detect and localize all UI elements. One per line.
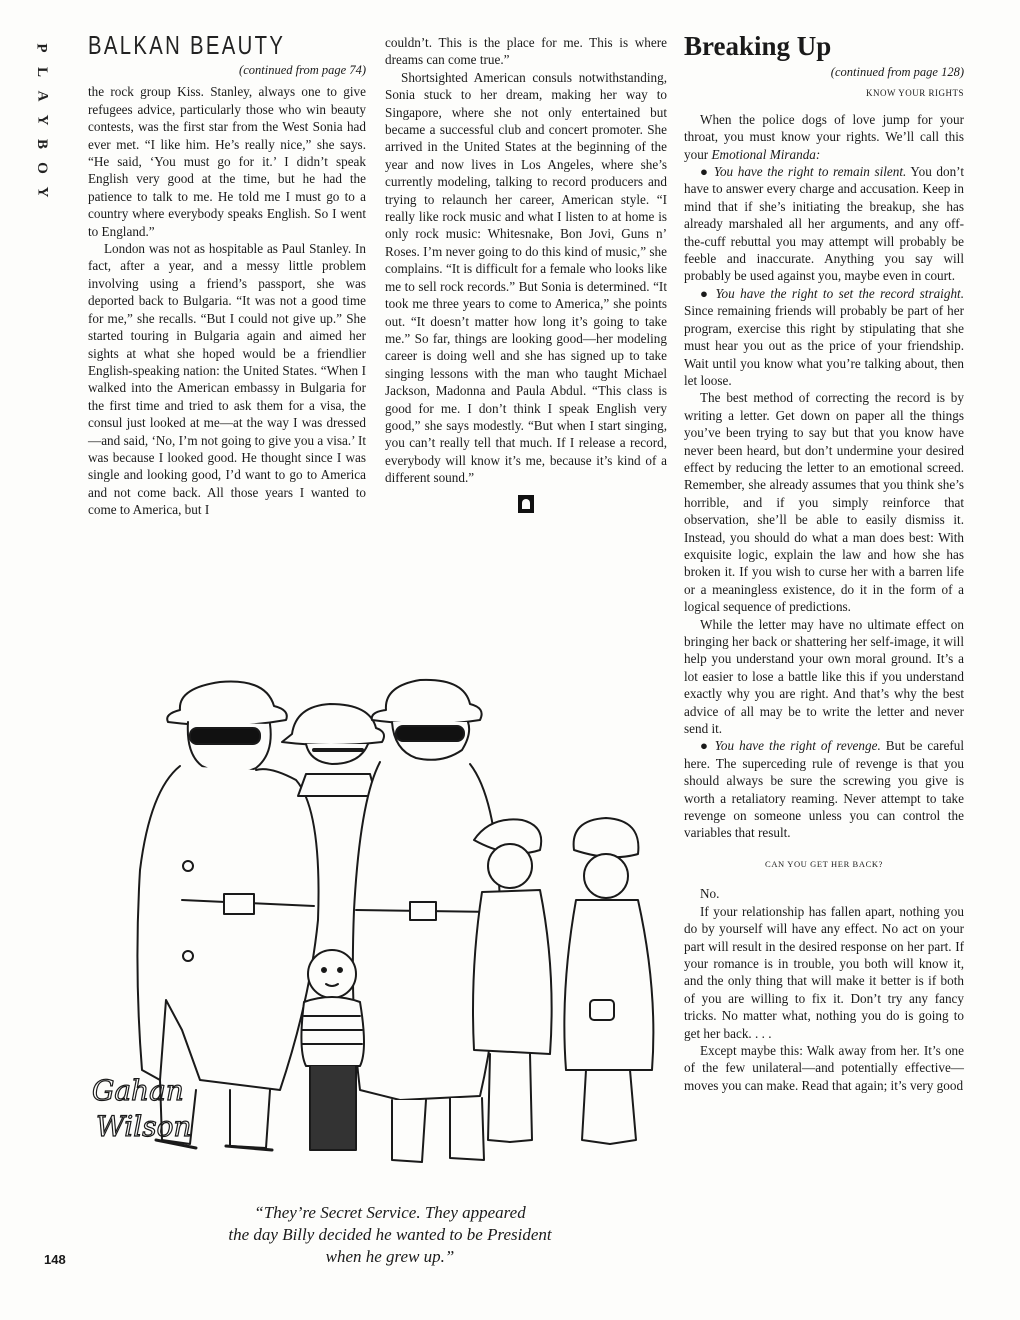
masthead-letter: P	[33, 43, 50, 53]
playboy-vertical-masthead	[30, 36, 52, 204]
continued-note: (continued from page 128)	[830, 65, 964, 79]
bullet-lead: You have the right to remain silent.	[713, 164, 907, 180]
article-title-breaking-up: Breaking Up	[684, 31, 832, 61]
bullet-text: Since remaining friends will probably be part of her program, exercise this right by stipulating that she must hear you out as the price of your friendship. Wait until you know what you’re talking about, then let loose.	[684, 303, 964, 388]
paragraph: the rock group Kiss. Stanley, always one to give refugees advice, particularly those who win beauty contests, was the first star from the West Sonia had ever met. “I like him. He’s really nice,” she says. “He said, ‘You must go for it.’ I didn’t speak English very good at the time, but he had the patience to talk to me. He told me I must go to a country where everybody speaks English. So I went to England.”	[88, 84, 366, 239]
paragraph	[684, 111, 964, 163]
cartoon-caption	[160, 1202, 620, 1268]
masthead-letter: L	[33, 66, 50, 78]
column-breaking-up	[684, 30, 964, 1094]
masthead-letter: B	[33, 138, 50, 150]
section-kicker: KNOW YOUR RIGHTS	[866, 88, 964, 99]
rabbit-endmark-icon	[518, 495, 534, 513]
paragraph: No.	[700, 886, 720, 902]
bullet-paragraph: ● You have the right to set the record straight. Since remaining friends will probably be part of her program, exercise this right by stipulating that she must hear you out as the price of your friendship. Wait until you know what you’re talking about, then let loose.	[684, 285, 964, 388]
bullet-paragraph: ● You have the right to remain silent. You don’t have to answer every charge and accusation. Keep in mind that if she’s initiating the breakup, she has already marshaled all her arguments, and any off-the-cuff rebuttal you may attempt will probably be feeble and inaccurate. Anything you say will probably be used against you, maybe even in court.	[684, 164, 964, 284]
article-title-balkan-beauty: BALKAN BEAUTY	[88, 30, 286, 60]
paragraph: If your relationship has fallen apart, nothing you do by yourself will have any effect. No act on your part will result in the desired response on her part. If your romance is in trouble, you both will know it, and the only thing that will make it better is if both of you are willing to fix it. Don’t try any fancy tricks. No matter what, nothing you do is going to get her back. . . .	[684, 903, 964, 1041]
paragraph-italic: Emotional Miranda:	[711, 146, 821, 162]
column-balkan-beauty-1	[88, 30, 366, 519]
caption-line: the day Billy decided he wanted to be President	[228, 1225, 552, 1244]
paragraph: While the letter may have no ultimate effect on bringing her back or shattering her self-image, it will help you understand your own moral ground. It’s a lot easier to lose a battle like this if you understand exactly why you are right. And that’s why the best advice of all may be to write the letter and never send it.	[684, 616, 964, 737]
caption-line: when he grew up.”	[325, 1247, 455, 1266]
cartoon-signature: Wilson	[96, 1110, 192, 1143]
cartoon-illustration	[70, 670, 660, 1200]
bullet-lead: You have the right of revenge.	[714, 738, 881, 754]
bullet-text: But be careful here. The superceding rule of revenge is that you should always be sure the screwing you give is worth a retaliatory reaming. Never attempt to take revenge on someone unless you can control the variables that result.	[684, 738, 965, 841]
column-balkan-beauty-2	[385, 34, 667, 513]
paragraph: Except maybe this: Walk away from her. It’s one of the few unilateral—and potentially effective—moves you can make. Read that again; it’s very good	[684, 1042, 964, 1093]
caption-line: “They’re Secret Service. They appeared	[254, 1203, 526, 1222]
masthead-letter: O	[33, 162, 50, 174]
section-subhead: CAN YOU GET HER BACK?	[765, 858, 883, 869]
paragraph: Shortsighted American consuls notwithstanding, Sonia stuck to her dream, making her way to Singapore, where she not only entertained but became a successful club and concert promoter. She arrived in the United States at the beginning of the year and now lives in Los Angeles, where she’s currently modeling, talking to record producers and trying to relaunch her career, American style. “I really like rock music and what I listen to at home is only rock music: Whitesnake, Bon Jovi, Guns n’ Roses. I’m never going to do this kind of music,” she complains. “It is difficult for a female who looks like me to sell rock records.” But Sonia is determined. “It took me three years to come to America,” she points out. “It doesn’t matter how long it’s going to take me.” So far, things are looking good—her modeling career is doing well and she has signed up to take singing lessons with the man who taught Michael Jackson, Madonna and Paula Abdul. “This class is good for me. I don’t think I speak English very good,” she says modestly. “But when I start singing, you can’t really tell that much. If I release a record, everybody will know it’s me, because it’s kind of a different sound.”	[385, 69, 667, 486]
bullet-text: You don’t have to answer every charge and accusation. Keep in mind that if she’s initiating the breakup, she has already marshaled all her arguments, and any off-the-cuff rebuttal you may attempt will probably be feeble and inaccurate. Anything you say will probably be used against you, maybe even in court.	[684, 164, 964, 284]
masthead-letter: Y	[34, 186, 50, 198]
paragraph: London was not as hospitable as Paul Stanley. In fact, after a year, and a messy little problem involving using a friend’s passport, she was deported back to Bulgaria. “It was not a good time for me,” she recalls. “But I could not give up.” She started touring in Bulgaria again and aimed her sights at what she hoped would be a friendlier English-speaking nation: the United States. “When I walked into the American embassy in Bulgaria for the first time and tried to ask them for a visa, the consul just looked at me—at the way I was dressed—and said, ‘No, I’m not going to give you a visa.’ It was because I looked good. He thought since I was single and looking good, I’d want to go to America and not come back. All those years I wanted to come to America, but I	[88, 241, 366, 518]
boy-billy	[301, 950, 364, 1150]
woman-mother	[564, 818, 653, 1144]
continued-note: (continued from page 74)	[239, 63, 366, 77]
paragraph: couldn’t. This is the place for me. This is where dreams can come true.”	[385, 35, 667, 68]
paragraph: The best method of correcting the record is by writing a letter. Get down on paper all the things you’ve been trying to say but that you know have never been heard, but don’t undermine your desired effect by reducing the letter to an emotional screed. Remember, she already assumes that you think she’s horrible, and if you simply reinforce that observation, she’ll be able to easily dismiss it. Instead, you should do what a man does best: With exquisite logic, explain the law and how she has broken it. If you wish to curse her with a barren life or a meaningless existence, do it in the form of a logical sequence of predictions.	[684, 390, 964, 615]
cartoon-signature: Gahan	[92, 1074, 184, 1107]
paragraph-text: When the police dogs of love jump for your throat, you must know your rights. We’ll call this your	[684, 111, 964, 162]
bullet-lead: You have the right to set the record straight.	[715, 285, 964, 301]
bullet-paragraph: ● You have the right of revenge. But be careful here. The superceding rule of revenge is that you should always be sure the screwing you give is worth a retaliatory reaming. Never attempt to take revenge on someone unless you can control the variables that result.	[684, 738, 965, 841]
page-number: 148	[44, 1252, 66, 1267]
masthead-letter: A	[34, 90, 50, 102]
masthead-letter: Y	[34, 114, 50, 126]
